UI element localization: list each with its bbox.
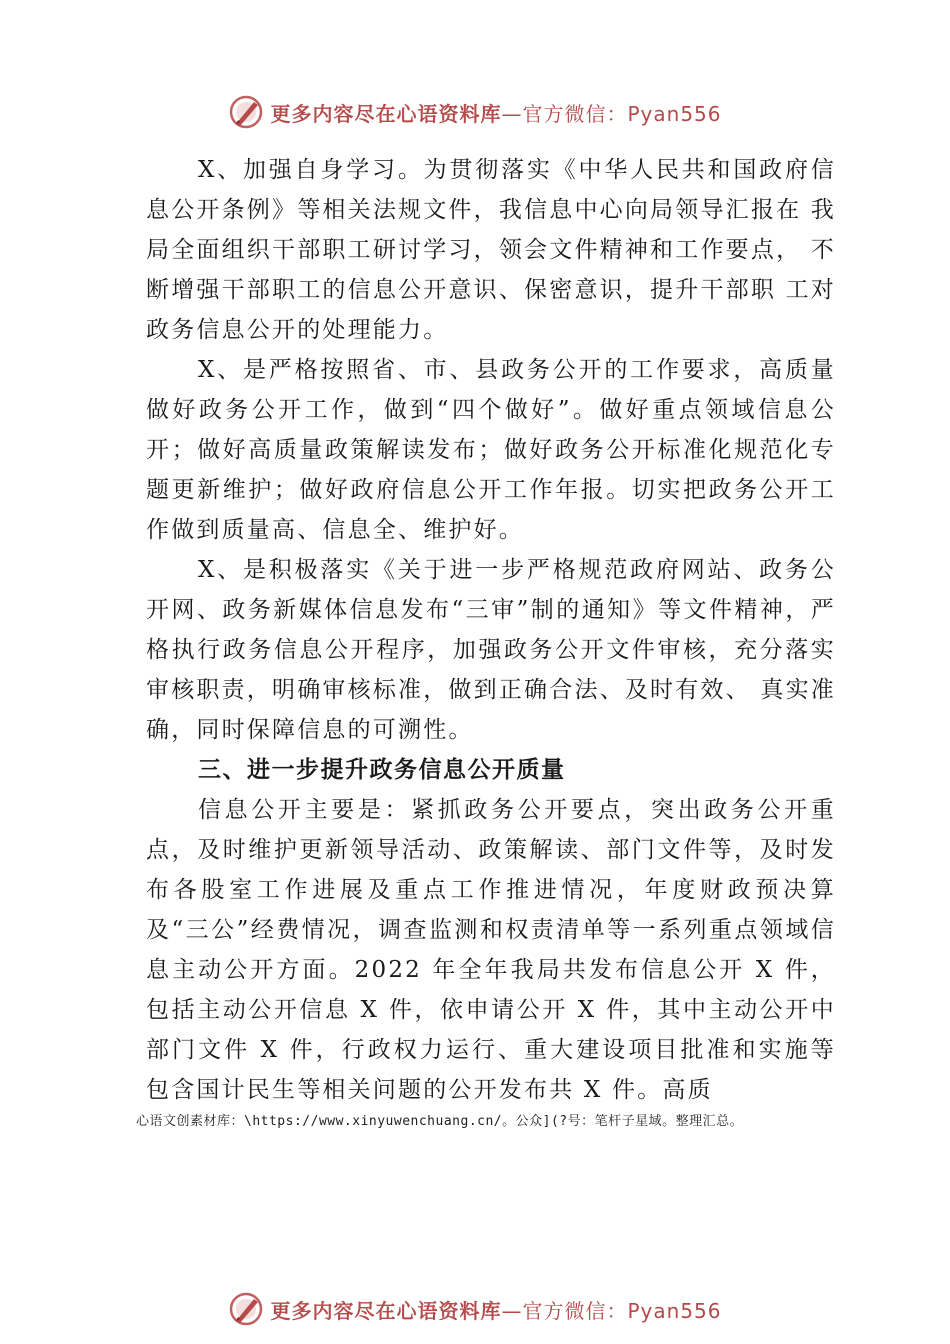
wechat-id: Pyan556 [627, 1298, 722, 1323]
wechat-id: Pyan556 [627, 101, 722, 126]
paragraph-requirements: X、是严格按照省、市、县政务公开的工作要求，高质量做好政务公开工作，做到“四个做好”。做好重点领域信息公开；做好高质量政策解读发布；做好政务公开标准化规范化专题更新维护；做好政府信息公开工作年报。切实把政务公开工作做到质量高、信息全、维护好。 [146, 357, 836, 543]
footnote: 心语文创素材库：\https://www.xinyuwenchuang.cn/。公众](?号：笔杆子星域。整理汇总。 [136, 1114, 744, 1129]
banner-title: 更多内容尽在心语资料库 [270, 101, 502, 126]
banner-title: 更多内容尽在心语资料库 [270, 1298, 502, 1323]
pen-logo-icon [228, 94, 264, 130]
wechat-label: 官方微信： [522, 1298, 628, 1323]
wechat-label: 官方微信： [522, 101, 628, 126]
banner-text [270, 98, 721, 127]
pen-logo-icon [228, 1291, 264, 1327]
paragraph-review: X、是积极落实《关于进一步严格规范政府网站、政务公开网、政务新媒体信息发布“三审”制的通知》等文件精神，严格执行政务信息公开程序，加强政务公开文件审核，充分落实审核职责，明确审核标准，做到正确合法、及时有效、 真实准确，同时保障信息的可溯性。 [146, 557, 836, 743]
document-body [146, 150, 836, 1110]
banner-dash: — [501, 1298, 523, 1323]
paragraph-study: X、加强自身学习。为贯彻落实《中华人民共和国政府信息公开条例》等相关法规文件，我信息中心向局领导汇报在 我局全面组织干部职工研讨学习，领会文件精神和工作要点， 不断增强干部职工的信息公开意识、保密意识，提升干部职 工对政务信息公开的处理能力。 [146, 157, 836, 343]
paragraph-disclosure: 信息公开主要是：紧抓政务公开要点，突出政务公开重点，及时维护更新领导活动、政策解读、部门文件等，及时发布各股室工作进展及重点工作推进情况，年度财政预决算及“三公”经费情况，调查监测和权责清单等一系列重点领域信息主动公开方面。2022 年全年我局共发布信息公开 X 件，包括主动公开信息 X 件，依申请公开 X 件，其中主动公开中部门文件 X 件，行政权力运行、重大建设项目批准和实施等包含国计民生等相关问题的公开发布共 X 件。高质 [146, 797, 836, 1103]
header-banner [0, 92, 950, 132]
banner-text [270, 1295, 721, 1324]
footer-banner [0, 1289, 950, 1329]
section-heading: 三、进一步提升政务信息公开质量 [198, 756, 566, 783]
banner-dash: — [501, 101, 523, 126]
